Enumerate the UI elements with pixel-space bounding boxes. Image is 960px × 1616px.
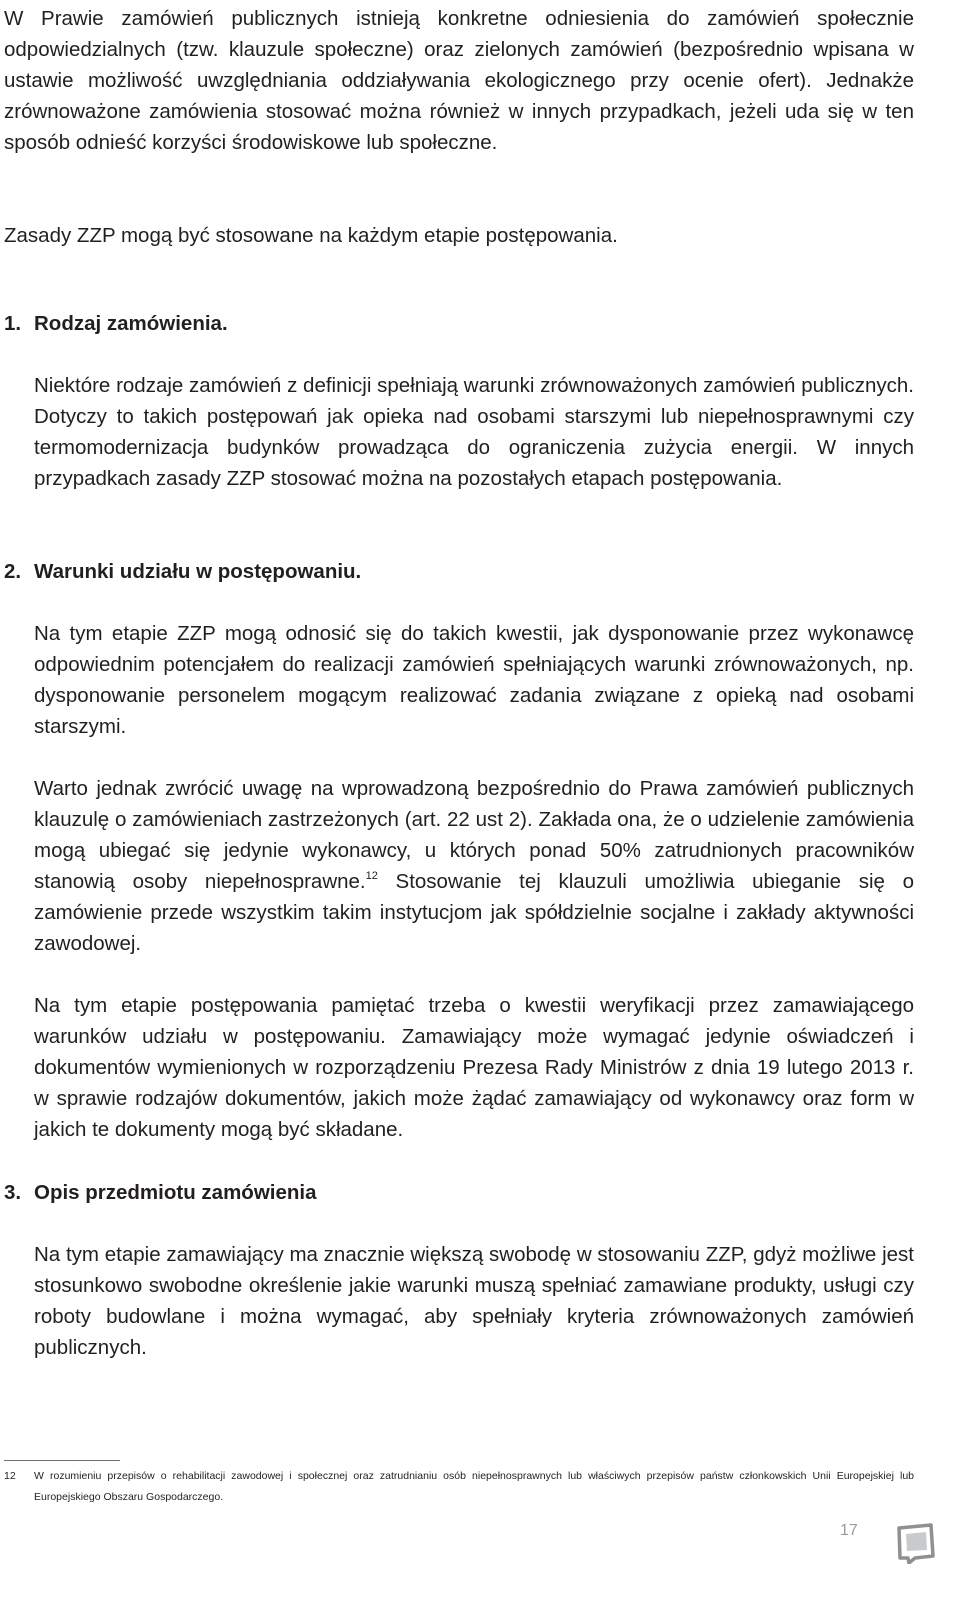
section-3-paragraph: Na tym etapie zamawiający ma znacznie większą swobodę w stosowaniu ZZP, gdyż możliwe jest stosunkowo swobodne określenie jakie warunki muszą spełniać zamawiane produkty, usługi czy roboty budowlane i można wymagać, aby spełniały kryteria zrównoważonych zamówień publicznych.: [34, 1243, 914, 1359]
footnote-divider: [4, 1460, 120, 1461]
section-2-paragraph-3: Na tym etapie postępowania pamiętać trzeba o kwestii weryfikacji przez zamawiającego warunków udziału w postępowaniu. Zamawiający może wymagać jedynie oświadczeń i dokumentów wymienionych w rozporządzeniu Prezesa Rady Ministrów z dnia 19 lutego 2013 r. w sprawie rodzajów dokumentów, jakich może żądać zamawiający od wykonawcy oraz form w jakich te dokumenty mogą być składane.: [34, 994, 914, 1141]
paragraph-text: Stosowanie tej klauzuli umożliwia ubieganie się o zamówienie przede wszystkim takim instytucjom jak spółdzielnie socjalne i zakłady aktywności zawodowej.: [34, 870, 914, 955]
section-number: 1.: [4, 312, 22, 335]
section-1-paragraph: Niektóre rodzaje zamówień z definicji spełniają warunki zrównoważonych zamówień publicznych. Dotyczy to takich postępowań jak opieka nad osobami starszymi lub niepełnosprawnymi czy termomodernizacja budynków prowadząca do ograniczenia zużycia energii. W innych przypadkach zasady ZZP stosować można na pozostałych etapach postępowania.: [34, 374, 914, 490]
section-1-heading: [4, 308, 228, 339]
section-3-heading: [4, 1177, 317, 1208]
section-title: Rodzaj zamówienia.: [34, 312, 228, 335]
section-number: 3.: [4, 1181, 22, 1204]
section-title: Opis przedmiotu zamówienia: [34, 1181, 317, 1204]
section-title: Warunki udziału w postępowaniu.: [34, 560, 362, 583]
footnote-number: 12: [4, 1470, 16, 1482]
section-2-paragraph-2: [34, 773, 914, 959]
page-number: 17: [840, 1522, 858, 1539]
section-2-heading: [4, 556, 361, 587]
paragraph-text: Warto jednak zwrócić uwagę na wprowadzoną bezpośrednio do Prawa zamówień publicznych klauzulę o zamówieniach zastrzeżonych (art. 22 ust 2). Zakłada ona, że o udzielenie zamówienia mogą ubiegać się jedynie wykonawcy, u których ponad 50% zatrudnionych pracowników stanowią osoby niepełnosprawne.: [34, 777, 914, 893]
section-number: 2.: [4, 560, 22, 583]
intro-paragraph: W Prawie zamówień publicznych istnieją konkretne odniesienia do zamówień społecznie odpowiedzialnych (tzw. klauzule społeczne) oraz zielonych zamówień (bezpośrednio wpisana w ustawie możliwość uwzględniania oddziaływania ekologicznego przy ocenie ofert). Jednakże zrównoważone zamówienia stosować można również w innych przypadkach, jeżeli uda się w ten sposób odnieść korzyści środowiskowe lub społeczne.: [4, 7, 914, 154]
footnote-text: W rozumieniu przepisów o rehabilitacji zawodowej i społecznej oraz zatrudnianiu osób niepełnosprawnych lub właściwych przepisów państw członkowskich Unii Europejskiej lub Europejskiego Obszaru Gospodarczego.: [34, 1470, 914, 1503]
speech-bubble-icon: [893, 1522, 935, 1564]
footnote-reference: 12: [365, 870, 378, 882]
stages-note: Zasady ZZP mogą być stosowane na każdym etapie postępowania.: [4, 224, 618, 247]
footnote: [4, 1466, 914, 1508]
section-2-paragraph-1: Na tym etapie ZZP mogą odnosić się do takich kwestii, jak dysponowanie przez wykonawcę odpowiednim potencjałem do realizacji zamówień spełniających warunki zrównoważonych, np. dysponowanie personelem mogącym realizować zadania związane z opieką nad osobami starszymi.: [34, 622, 914, 738]
